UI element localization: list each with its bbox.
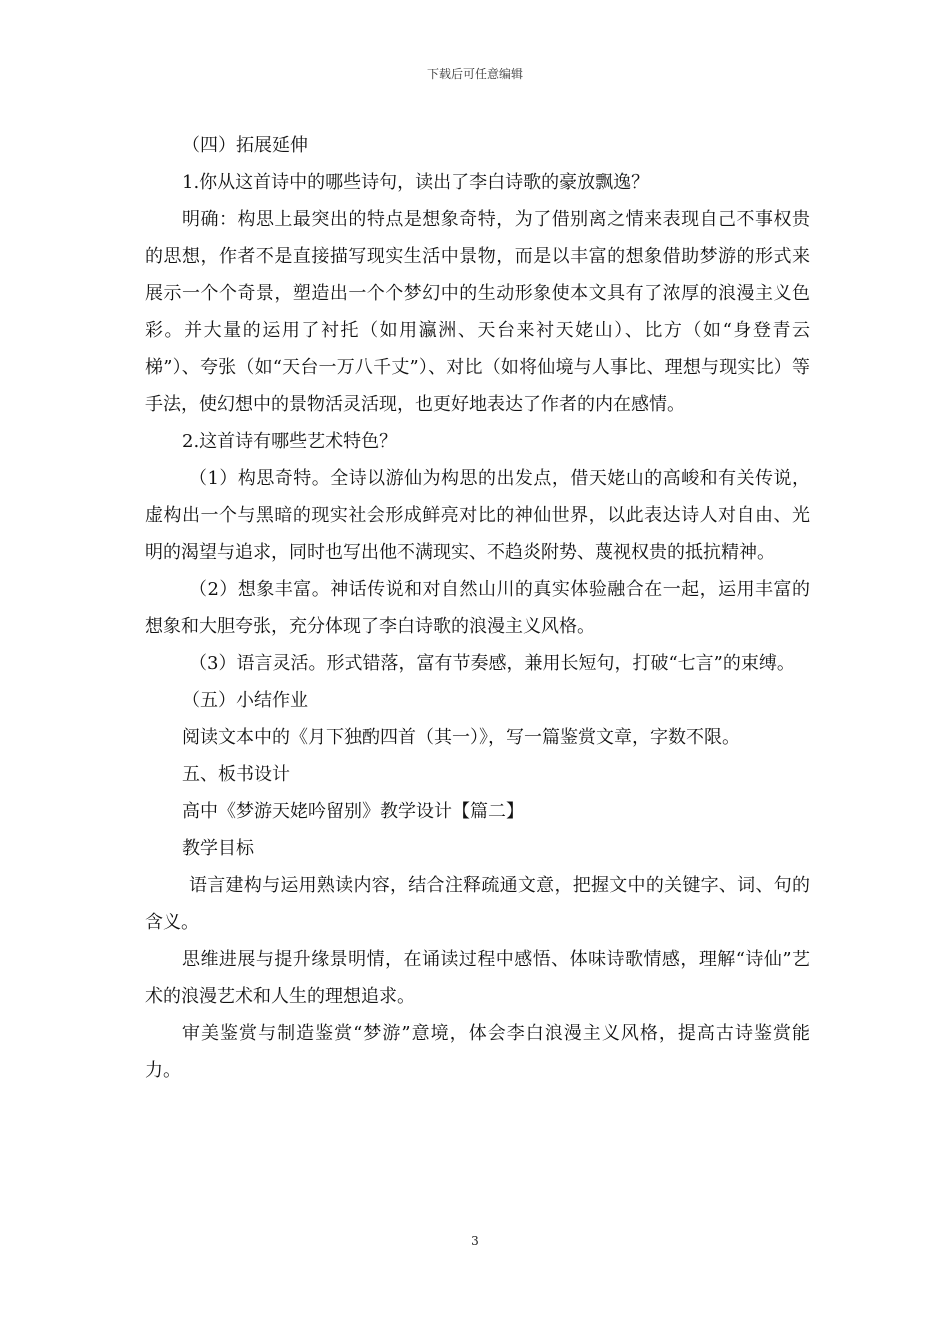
section-heading-summary: （五）小结作业 [182,690,308,711]
goal-aesthetics: 审美鉴赏与制造鉴赏“梦游”意境，体会李白浪漫主义风格，提高古诗鉴赏能力。 [145,1023,810,1081]
homework: 阅读文本中的《月下独酌四首（其一）》，写一篇鉴赏文章，字数不限。 [182,727,740,748]
answer-1: 明确：构思上最突出的特点是想象奇特，为了借别离之情来表现自己不事权贵的思想，作者不是直接描写现实生活中景物，而是以丰富的想象借助梦游的形式来展示一个个奇景，塑造出一个个梦幻中的生动形象使本文具有了浓厚的浪漫主义色彩。并大量的运用了衬托（如用瀛洲、天台来衬天姥山）、比方（如“身登青云梯”）、夸张（如“天台一万八千丈”）、对比（如将仙境与人事比、理想与现实比）等手法，使幻想中的景物活灵活现，也更好地表达了作者的内在感情。 [145,209,810,415]
document-body [145,127,810,1089]
feature-3: （3）语言灵活。形式错落，富有节奏感，兼用长短句，打破“七言”的束缚。 [189,653,795,674]
page-header: 下载后可任意编辑 [426,67,523,81]
feature-1: （1）构思奇特。全诗以游仙为构思的出发点，借天姥山的高峻和有关传说，虚构出一个与黑暗的现实社会形成鲜亮对比的神仙世界，以此表达诗人对自由、光明的渴望与追求，同时也写出他不满现实、不趋炎附势、蔑视权贵的抵抗精神。 [145,468,810,563]
goal-language: 语言建构与运用熟读内容，结合注释疏通文意，把握文中的关键字、词、句的含义。 [145,875,810,933]
section-heading-extension: （四）拓展延伸 [182,135,308,156]
question-2: 2.这首诗有哪些艺术特色？ [182,431,398,452]
page-number: 3 [471,1234,479,1248]
part-two-title: 高中《梦游天姥吟留别》教学设计【篇二】 [182,801,524,822]
goal-thinking: 思维进展与提升缘景明情，在诵读过程中感悟、体味诗歌情感，理解“诗仙”艺术的浪漫艺术和人生的理想追求。 [145,949,810,1007]
feature-2: （2）想象丰富。神话传说和对自然山川的真实体验融合在一起，运用丰富的想象和大胆夸张，充分体现了李白诗歌的浪漫主义风格。 [145,579,810,637]
question-1: 1.你从这首诗中的哪些诗句，读出了李白诗歌的豪放飘逸？ [182,172,650,193]
teaching-goals-heading: 教学目标 [182,838,254,859]
section-heading-board-design: 五、板书设计 [182,764,290,785]
